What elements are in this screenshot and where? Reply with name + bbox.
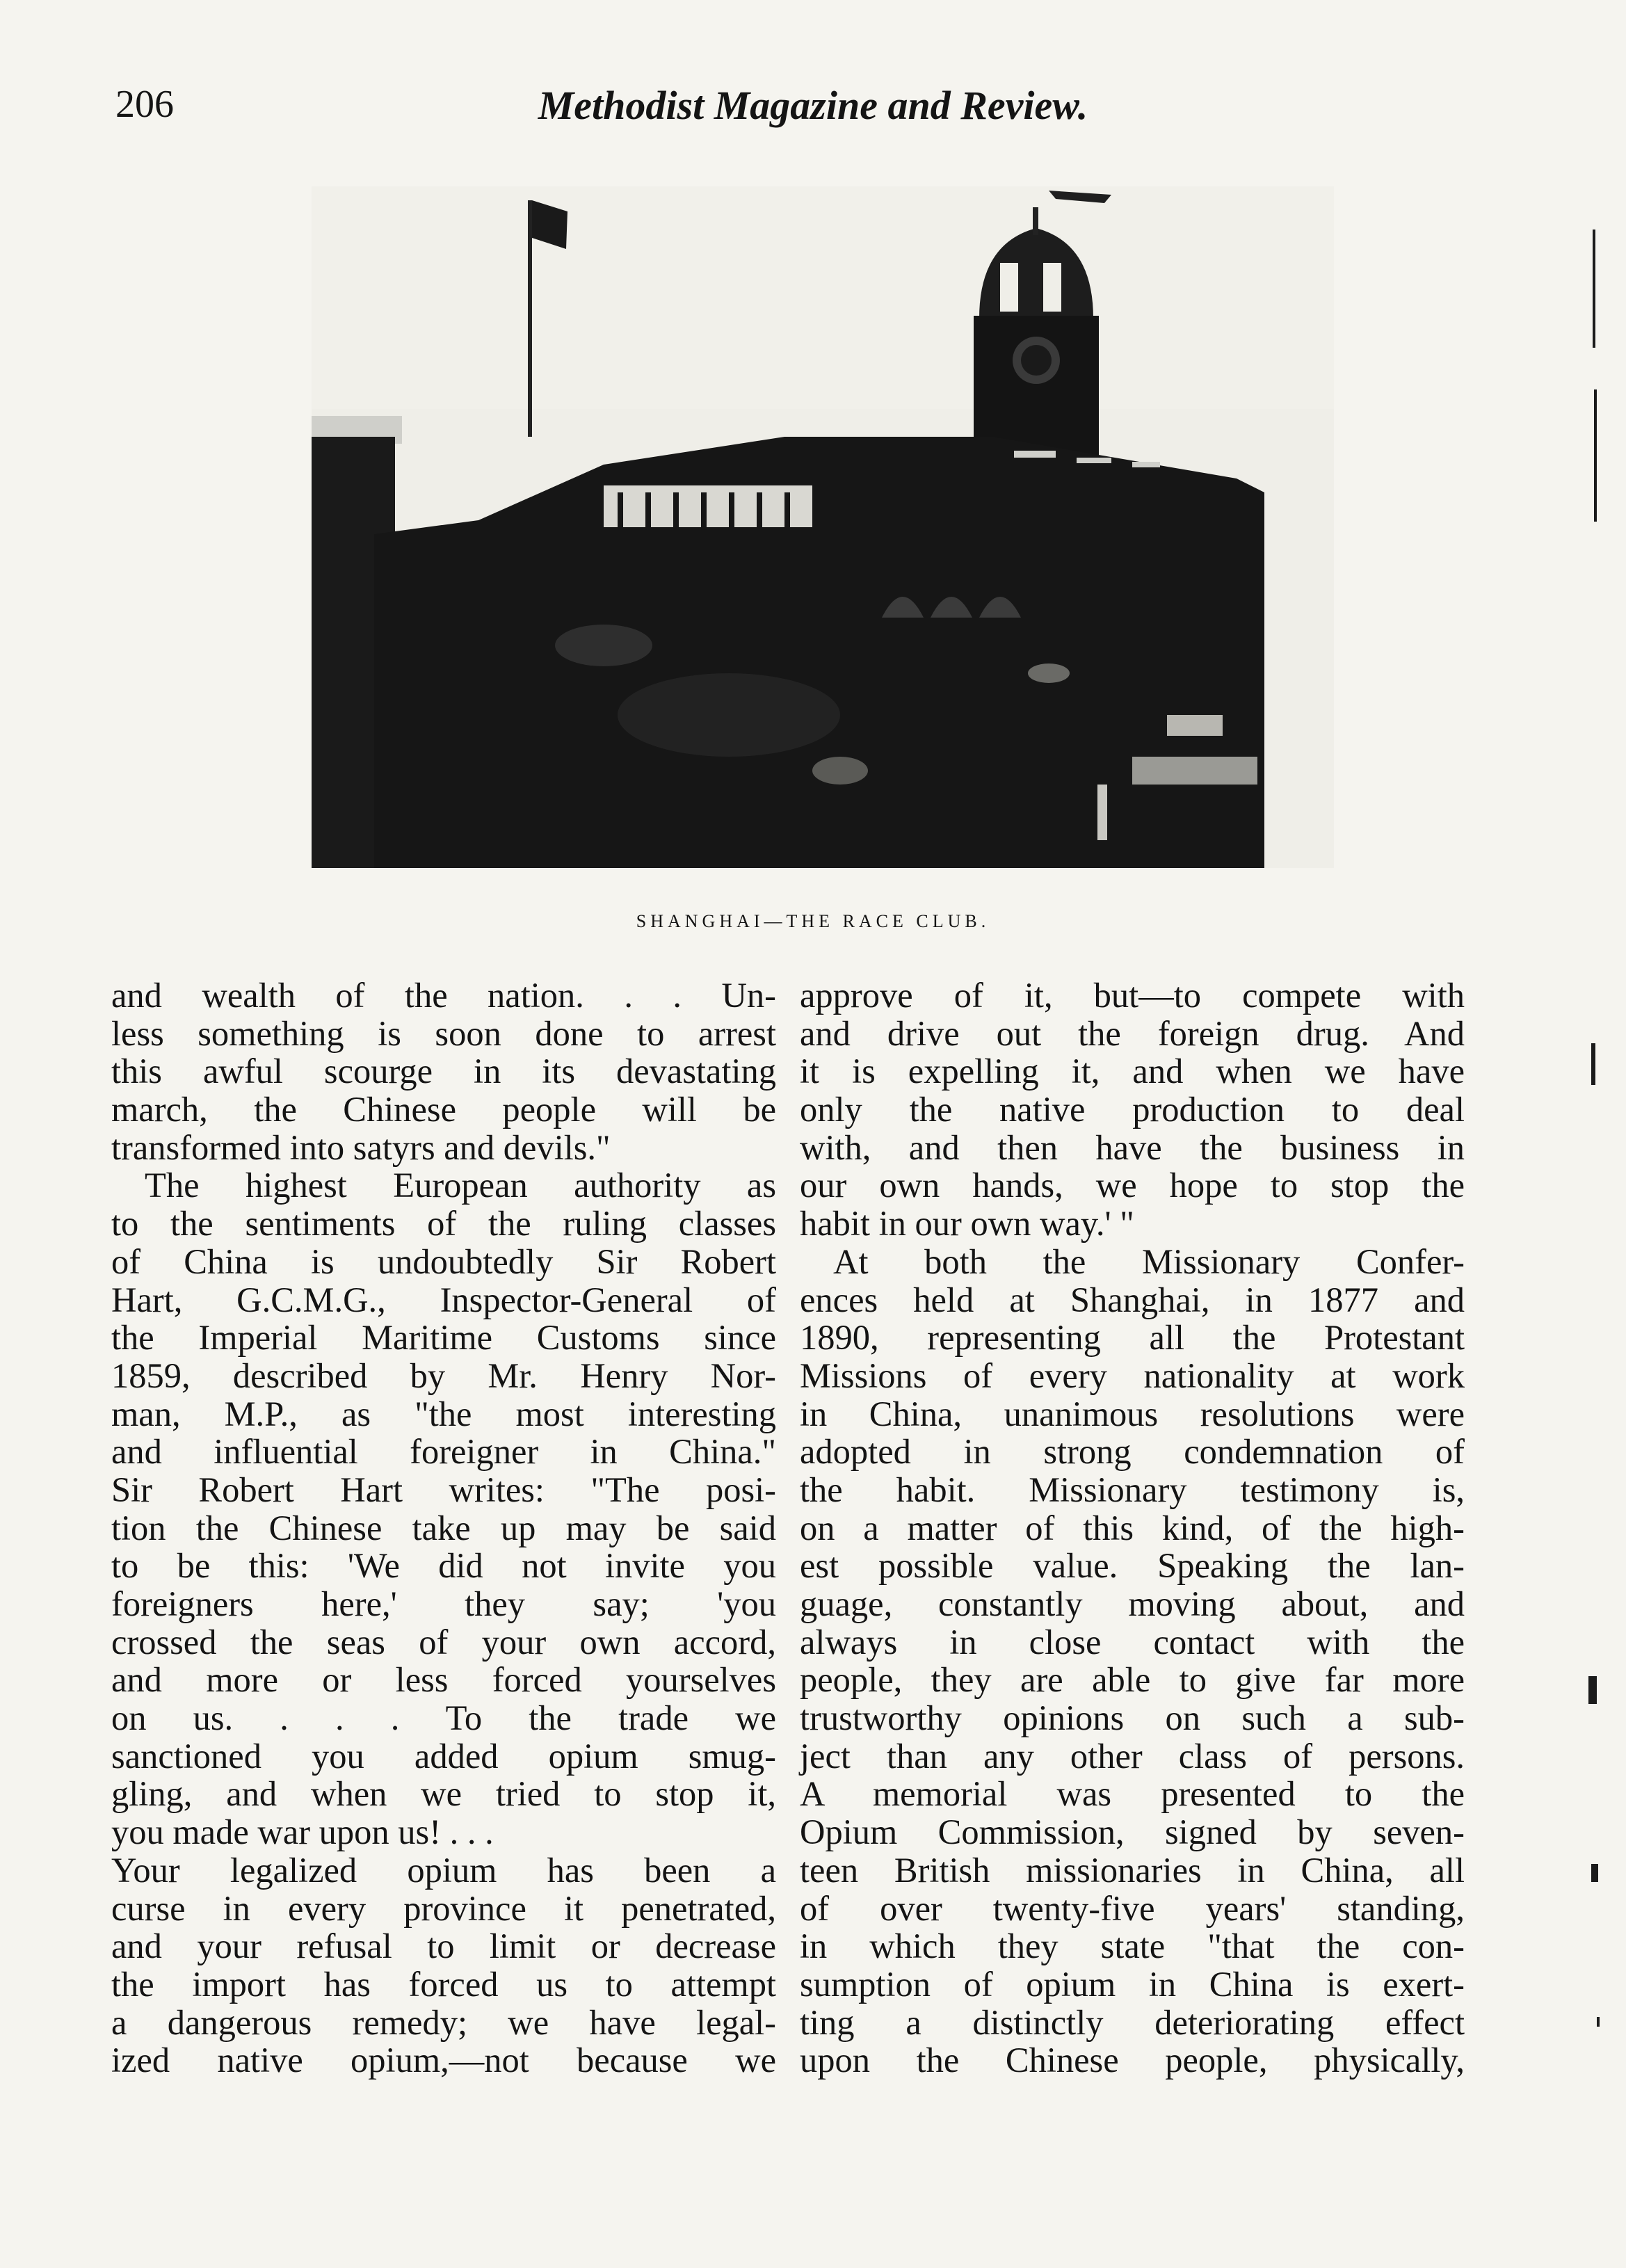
text-line: ized native opium,—not because we bbox=[111, 2041, 776, 2080]
text-line: At both the Missionary Confer- bbox=[833, 1241, 1465, 1281]
text-line: always in close contact with the bbox=[800, 1622, 1465, 1662]
scan-mark bbox=[1593, 230, 1595, 348]
text-line: sumption of opium in China is exert- bbox=[800, 1964, 1465, 2004]
text-line: habit in our own way.' " bbox=[800, 1204, 1134, 1244]
text-line: approve of it, but—to compete with bbox=[800, 976, 1465, 1015]
text-line: 1859, described by Mr. Henry Nor- bbox=[111, 1356, 776, 1395]
text-line: guage, constantly moving about, and bbox=[800, 1584, 1465, 1623]
scan-mark bbox=[1591, 1043, 1595, 1085]
text-line: on us. . . . To the trade we bbox=[111, 1698, 776, 1738]
text-line: the habit. Missionary testimony is, bbox=[800, 1470, 1465, 1509]
text-line: on a matter of this kind, of the high- bbox=[800, 1508, 1465, 1547]
text-line: only the native production to deal bbox=[800, 1090, 1465, 1129]
scan-mark bbox=[1597, 2017, 1600, 2027]
text-line: with, and then have the business in bbox=[800, 1127, 1465, 1167]
scan-mark bbox=[1588, 1676, 1597, 1704]
text-line: less something is soon done to arrest bbox=[111, 1013, 776, 1053]
scan-mark bbox=[1591, 1864, 1598, 1882]
text-line: curse in every province it penetrated, bbox=[111, 1888, 776, 1928]
text-line: A memorial was presented to the bbox=[800, 1774, 1465, 1814]
text-line: 1890, representing all the Protestant bbox=[800, 1318, 1465, 1358]
text-line: and wealth of the nation. . . Un- bbox=[111, 976, 776, 1015]
text-line: of over twenty-five years' standing, bbox=[800, 1888, 1465, 1928]
right-text-column bbox=[800, 976, 1465, 2080]
text-line: est possible value. Speaking the lan- bbox=[800, 1546, 1465, 1586]
page-number: 206 bbox=[115, 83, 174, 126]
text-line: and influential foreigner in China." bbox=[111, 1432, 776, 1472]
text-line: Opium Commission, signed by seven- bbox=[800, 1812, 1465, 1852]
text-line: in China, unanimous resolutions were bbox=[800, 1394, 1465, 1433]
running-title: Methodist Magazine and Review. bbox=[538, 83, 1088, 128]
text-line: march, the Chinese people will be bbox=[111, 1090, 776, 1129]
text-line: the import has forced us to attempt bbox=[111, 1964, 776, 2004]
text-line: teen British missionaries in China, all bbox=[800, 1850, 1465, 1890]
text-line: and your refusal to limit or decrease bbox=[111, 1927, 776, 1966]
scan-mark bbox=[1594, 389, 1597, 522]
text-line: to the sentiments of the ruling classes bbox=[111, 1204, 776, 1244]
text-line: in which they state "that the con- bbox=[800, 1927, 1465, 1966]
text-line: of China is undoubtedly Sir Robert bbox=[111, 1241, 776, 1281]
text-line: foreigners here,' they say; 'you bbox=[111, 1584, 776, 1623]
text-line: ences held at Shanghai, in 1877 and bbox=[800, 1280, 1465, 1319]
text-line: crossed the seas of your own accord, bbox=[111, 1622, 776, 1662]
text-line: Hart, G.C.M.G., Inspector-General of bbox=[111, 1280, 776, 1319]
text-line: ject than any other class of persons. bbox=[800, 1736, 1465, 1776]
page-header bbox=[0, 82, 1626, 145]
text-line: The highest European authority as bbox=[145, 1166, 776, 1205]
scan-edge-marks bbox=[1543, 0, 1626, 2268]
text-line: a dangerous remedy; we have legal- bbox=[111, 2002, 776, 2042]
text-line: this awful scourge in its devastating bbox=[111, 1052, 776, 1091]
left-text-column bbox=[111, 976, 776, 2080]
text-line: tion the Chinese take up may be said bbox=[111, 1508, 776, 1547]
text-line: and more or less forced yourselves bbox=[111, 1660, 776, 1700]
text-line: it is expelling it, and when we have bbox=[800, 1052, 1465, 1091]
text-line: the Imperial Maritime Customs since bbox=[111, 1318, 776, 1358]
text-line: and drive out the foreign drug. And bbox=[800, 1013, 1465, 1053]
text-line: Missions of every nationality at work bbox=[800, 1356, 1465, 1395]
text-line: Sir Robert Hart writes: "The posi- bbox=[111, 1470, 776, 1509]
text-line: ting a distinctly deteriorating effect bbox=[800, 2002, 1465, 2042]
text-line: people, they are able to give far more bbox=[800, 1660, 1465, 1700]
race-club-photograph bbox=[312, 186, 1334, 868]
text-line: sanctioned you added opium smug- bbox=[111, 1736, 776, 1776]
text-line: you made war upon us! . . . bbox=[111, 1812, 494, 1852]
text-line: our own hands, we hope to stop the bbox=[800, 1166, 1465, 1205]
text-line: adopted in strong condemnation of bbox=[800, 1432, 1465, 1472]
text-line: upon the Chinese people, physically, bbox=[800, 2041, 1465, 2080]
text-line: trustworthy opinions on such a sub- bbox=[800, 1698, 1465, 1738]
text-line: to be this: 'We did not invite you bbox=[111, 1546, 776, 1586]
text-line: transformed into satyrs and devils." bbox=[111, 1127, 611, 1167]
text-line: man, M.P., as "the most interesting bbox=[111, 1394, 776, 1433]
figure-caption: SHANGHAI—THE RACE CLUB. bbox=[636, 911, 990, 931]
text-line: Your legalized opium has been a bbox=[111, 1850, 776, 1890]
text-line: gling, and when we tried to stop it, bbox=[111, 1774, 776, 1814]
